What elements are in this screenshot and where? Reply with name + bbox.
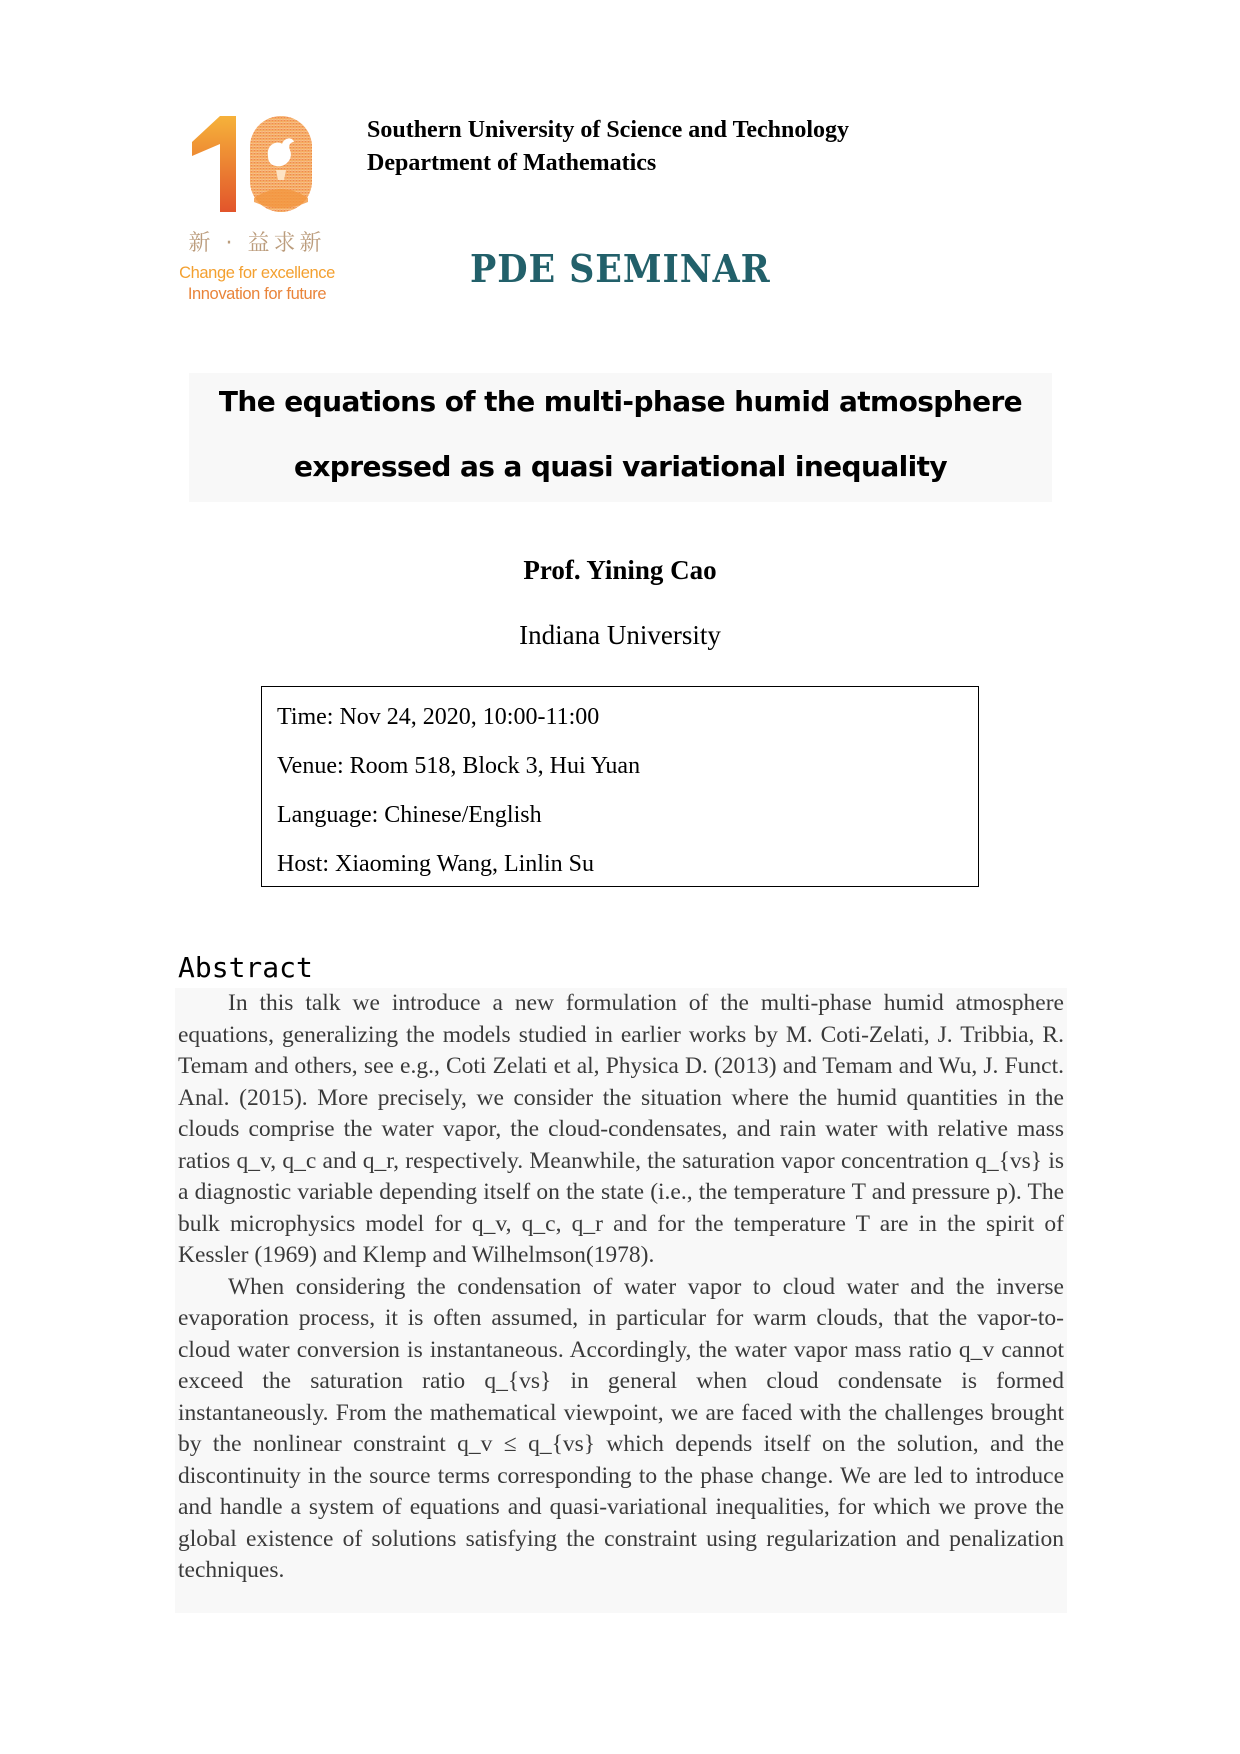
- event-time: Time: Nov 24, 2020, 10:00-11:00: [277, 704, 600, 730]
- abstract-box: [175, 988, 1067, 1613]
- speaker-affiliation: Indiana University: [519, 620, 721, 650]
- abstract-body: [178, 988, 1064, 1587]
- talk-title-box: [189, 373, 1052, 502]
- seminar-series-title: PDE SEMINAR: [470, 246, 771, 291]
- institution-header: [367, 114, 849, 180]
- university-name: Southern University of Science and Technology: [367, 117, 850, 143]
- event-details-box: [261, 686, 979, 887]
- department-name: Department of Mathematics: [367, 150, 657, 176]
- sustech-10th-anniversary-logo: [172, 112, 342, 312]
- logo-tagline-excellence: Change for excellence: [179, 264, 335, 282]
- anniversary-10-logo-icon: [190, 114, 315, 214]
- event-host: Host: Xiaoming Wang, Linlin Su: [277, 851, 594, 877]
- talk-title-line-2: expressed as a quasi variational inequality: [293, 450, 948, 483]
- abstract-heading: Abstract: [178, 951, 313, 984]
- digit-one-shape: [192, 116, 236, 212]
- talk-title-line-1: The equations of the multi-phase humid atmosphere: [218, 385, 1023, 418]
- event-language: Language: Chinese/English: [277, 802, 542, 828]
- abstract-paragraph: When considering the condensation of water vapor to cloud water and the inverse evaporation process, it is often assumed, in particular for warm clouds, that the vapor-to-cloud water conversion is instantaneous. Accordingly, the water vapor mass ratio q_v cannot exceed the saturation ratio q_{vs} in general when cloud condensate is formed instantaneously. From the mathematical viewpoint, we are faced with the challenges brought by the nonlinear constraint q_v ≤ q_{vs} which depends itself on the solution, and the discontinuity in the source terms corresponding to the phase change. We are led to introduce and handle a system of equations and quasi-variational inequalities, for which we prove the global existence of solutions satisfying the constraint using regularization and penalization techniques.: [178, 1273, 1064, 1583]
- event-venue: Venue: Room 518, Block 3, Hui Yuan: [277, 753, 641, 779]
- abstract-paragraph: In this talk we introduce a new formulation of the multi-phase humid atmosphere equations, generalizing the models studied in earlier works by M. Coti-Zelati, J. Tribbia, R. Temam and others, see e.g., Coti Zelati et al, Physica D. (2013) and Temam and Wu, J. Funct. Anal. (2015). More precisely, we consider the situation where the humid quantities in the clouds comprise the water vapor, the cloud-condensates, and rain water with relative mass ratios q_v, q_c and q_r, respectively. Meanwhile, the saturation vapor concentration q_{vs} is a diagnostic variable depending itself on the state (i.e., the temperature T and pressure p). The bulk microphysics model for q_v, q_c, q_r and for the temperature T are in the spirit of Kessler (1969) and Klemp and Wilhelmson(1978).: [178, 990, 1064, 1268]
- logo-chinese-slogan: 新 · 益求新: [188, 231, 326, 256]
- speaker-name: Prof. Yining Cao: [523, 555, 717, 585]
- logo-tagline-innovation: Innovation for future: [187, 285, 327, 303]
